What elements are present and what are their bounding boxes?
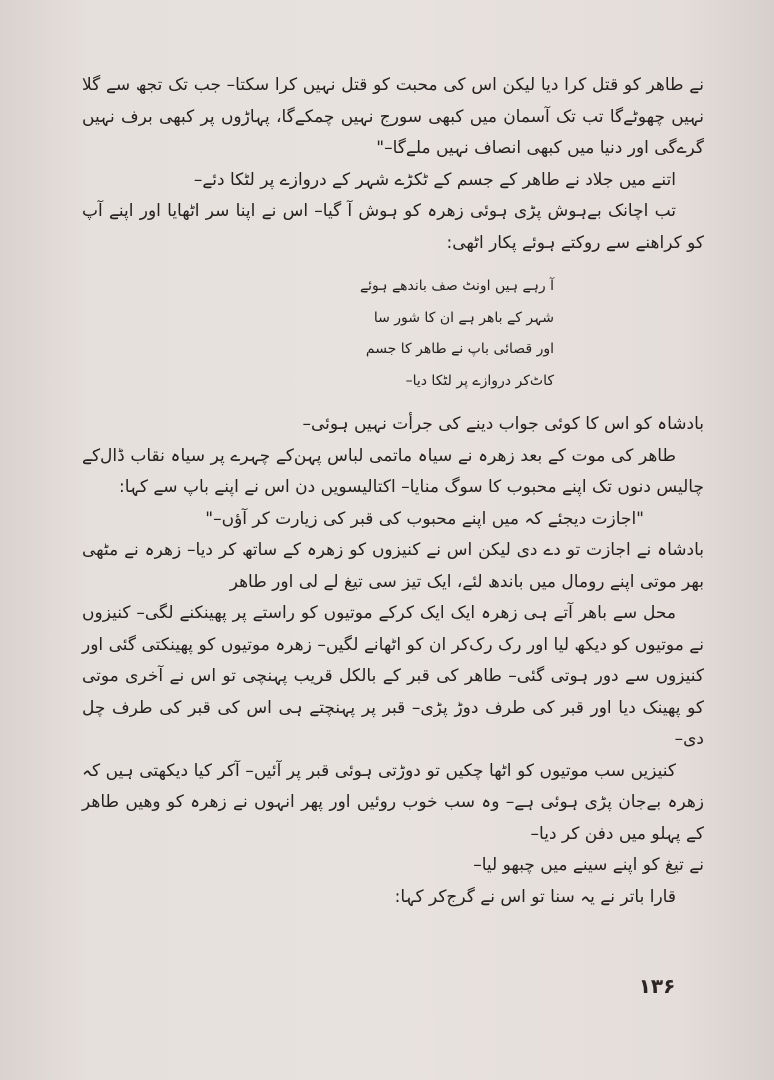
paragraph-2: اتنے میں جلاد نے طاھر کے جسم کے ٹکڑے شہر کے دروازے پر لٹکا دئے– bbox=[193, 169, 676, 190]
paragraph-5: طاھر کی موت کے بعد زھرہ نے سیاہ ماتمی لباس پہن‌کے چہرے پر سیاہ نقاب ڈال‌کے چالیس دنوں تک اپنے محبوب کا سوگ منایا– اکتالیسویں دن اس نے اپنے باپ سے کہا: bbox=[82, 445, 704, 497]
paragraph-1: نے طاھر کو قتل کرا دیا لیکن اس کی محبت کو قتل نہیں کرا سکتا– جب تک تجھ سے گلا نہیں چھوٹےگا تب تک آسمان میں کبھی سورج نہیں چمکےگا، پہاڑوں پر کبھی برف نہیں گرےگی اور دنیا میں کبھی انصاف نہیں ملےگا–" bbox=[82, 75, 704, 158]
paragraph-9: نے تیغ کو اپنے سینے میں چبھو لیا– bbox=[473, 855, 704, 875]
page-number: ۱۳۶ bbox=[638, 974, 676, 998]
paragraph-8: کنیزیں سب موتیوں کو اٹھا چکیں تو دوڑتی ہوئی قبر پر آئیں– آکر کیا دیکھتی ہیں کہ زھرہ بےجان پڑی ہوئی ہے– وہ سب خوب روئیں اور پھر انہوں نے زھرہ کو وھیں طاھر کے پہلو میں دفن کر دیا– bbox=[82, 760, 704, 844]
verse-line-4: کاٹ‌کر دروازے پر لٹکا دیا– bbox=[405, 372, 554, 389]
paragraph-4: بادشاہ کو اس کا کوئی جواب دینے کی جرأت نہیں ہوئی– bbox=[302, 414, 704, 434]
paragraph-10: قارا باتر نے یہ سنا تو اس نے گرج‌کر کہا: bbox=[394, 886, 676, 907]
paragraph-7: محل سے باھر آتے ہی زھرہ ایک ایک کرکے موتیوں کو راستے پر پھینکنے لگی– کنیزوں نے موتیوں کو دیکھ لیا اور رک رک‌کر ان کو اٹھانے لگیں– زھرہ موتیوں کو پھینکتی گئی اور کنیزوں سے دور ہوتی گئی– طاھر کی قبر کے بالکل قریب پہنچی تو اس نے آخری موتی کو پھینک دیا اور قبر کی طرف دوڑ پڑی– قبر پر پہنچتے ہی اس کی قبر کی طرف چل دی– bbox=[82, 603, 704, 749]
verse-line-1: آ رہے ہیں اونٹ صف باندھے ہوئے bbox=[359, 278, 554, 294]
verse-line-2: شہر کے باھر ہے ان کا شور سا bbox=[373, 309, 554, 326]
quote-line: "اجازت دیجئے کہ میں اپنے محبوب کی قبر کی زیارت کر آؤں–" bbox=[205, 508, 644, 529]
paragraph-6: بادشاہ نے اجازت تو دے دی لیکن اس نے کنیزوں کو زھرہ کے ساتھ کر دیا– زھرہ نے مٹھی بھر موتی اپنے رومال میں باندھ لئے، ایک تیز سی تیغ لے لی اور طاھر bbox=[82, 540, 704, 592]
verse-line-3: اور قصائی باپ نے طاھر کا جسم bbox=[365, 341, 554, 357]
page-text bbox=[82, 70, 704, 913]
paragraph-3: تب اچانک بےہوش پڑی ہوئی زھرہ کو ہوش آ گیا– اس نے اپنا سر اٹھایا اور اپنے آپ کو کراھنے سے روکتے ہوئے پکار اٹھی: bbox=[82, 201, 704, 253]
verse-block bbox=[82, 271, 704, 397]
